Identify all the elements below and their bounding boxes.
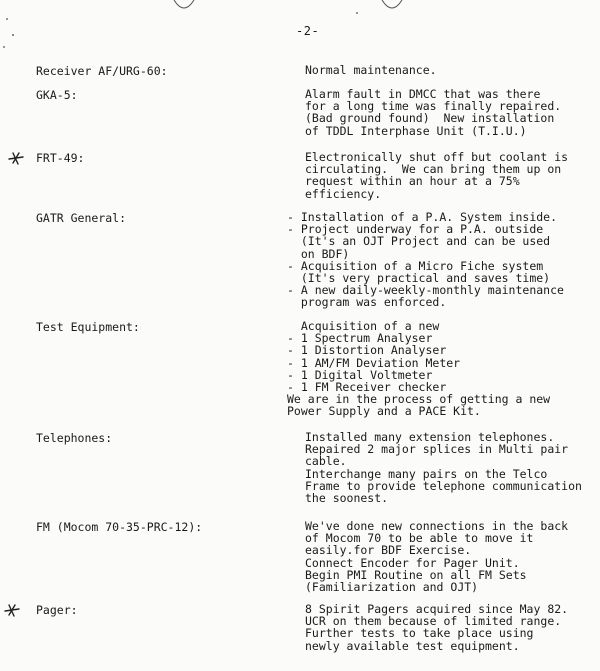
content-line: Electronically shut off but coolant is [305, 150, 569, 164]
content-line: Alarm fault in DMCC that was there [305, 87, 541, 101]
asterisk-mark-icon [2, 602, 22, 618]
section-content [305, 431, 600, 504]
content-line: (It's very practical and saves time) [287, 271, 551, 286]
content-line: We are in the process of getting a new [287, 392, 551, 407]
scan-speck [3, 46, 5, 48]
section-content [305, 603, 600, 652]
content-line: Repaired 2 major splices in Multi pair [305, 442, 569, 457]
punch-hole-mark [172, 0, 196, 12]
content-line: Normal maintenance. [305, 63, 437, 77]
section-label: Receiver AF/URG-60: [36, 64, 168, 78]
section-label: GATR General: [36, 211, 127, 225]
content-line: the soonest. [305, 491, 389, 506]
content-line: 8 Spirit Pagers acquired since May 82. [305, 602, 569, 616]
content-line: - 1 Spectrum Analyser [287, 331, 433, 346]
scan-speck [12, 34, 14, 36]
content-line: - 1 AM/FM Deviation Meter [287, 355, 461, 370]
content-line: (Familiarization and OJT) [305, 580, 479, 595]
content-line: of TDDL Interphase Unit (T.I.U.) [305, 123, 527, 138]
section-content [305, 64, 600, 76]
content-line: for a long time was finally repaired. [305, 99, 562, 114]
content-line: cable. [305, 454, 347, 469]
punch-hole-mark [380, 0, 404, 12]
content-line: easily.for BDF Exercise. [305, 543, 472, 558]
content-line: - 1 Digital Voltmeter [287, 367, 433, 382]
content-line: - Project underway for a P.A. outside [287, 222, 544, 237]
section-label: Telephones: [36, 431, 113, 445]
content-line: (Bad ground found) New installation [305, 111, 555, 126]
content-line: Further tests to take place using [305, 626, 534, 641]
page-number: -2- [296, 24, 320, 38]
section-label: Pager: [36, 603, 78, 617]
section-content [287, 211, 587, 309]
section-label: FRT-49: [36, 151, 85, 165]
scan-speck [356, 12, 358, 14]
content-line: Installed many extension telephones. [305, 430, 555, 444]
content-line: - 1 FM Receiver checker [287, 380, 447, 395]
section-content [305, 520, 600, 593]
content-line: circulating. We can bring them up on [305, 162, 562, 177]
content-line: newly available test equipment. [305, 638, 520, 653]
content-line: - 1 Distortion Analyser [287, 343, 447, 358]
content-line: request within an hour at a 75% [305, 174, 520, 189]
content-line: of Mocom 70 to be able to move it [305, 531, 534, 546]
section-content [305, 88, 600, 137]
section-content [287, 320, 587, 418]
content-line: efficiency. [305, 186, 382, 201]
section-label: GKA-5: [36, 88, 78, 102]
content-line: (It's an OJT Project and can be used [287, 234, 551, 249]
content-line: - Installation of a P.A. System inside. [287, 210, 558, 224]
content-line: We've done new connections in the back [305, 519, 569, 533]
content-line: UCR on them because of limited range. [305, 614, 562, 629]
content-line: Connect Encoder for Pager Unit. [305, 555, 520, 570]
content-line: on BDF) [287, 246, 350, 261]
asterisk-mark-icon [6, 150, 26, 166]
content-line: Frame to provide telephone communication [305, 478, 582, 493]
scan-speck [6, 18, 8, 20]
section-label: Test Equipment: [36, 320, 140, 334]
content-line: Power Supply and a PACE Kit. [287, 404, 481, 419]
content-line: - Acquisition of a Micro Fiche system [287, 258, 544, 273]
content-line: Interchange many pairs on the Telco [305, 466, 548, 481]
section-content [305, 151, 600, 200]
content-line: program was enforced. [287, 295, 447, 310]
content-line: Acquisition of a new [287, 319, 440, 333]
content-line: - A new daily-weekly-monthly maintenance [287, 283, 564, 298]
content-line: Begin PMI Routine on all FM Sets [305, 567, 527, 582]
section-label: FM (Mocom 70-35-PRC-12): [36, 520, 203, 534]
